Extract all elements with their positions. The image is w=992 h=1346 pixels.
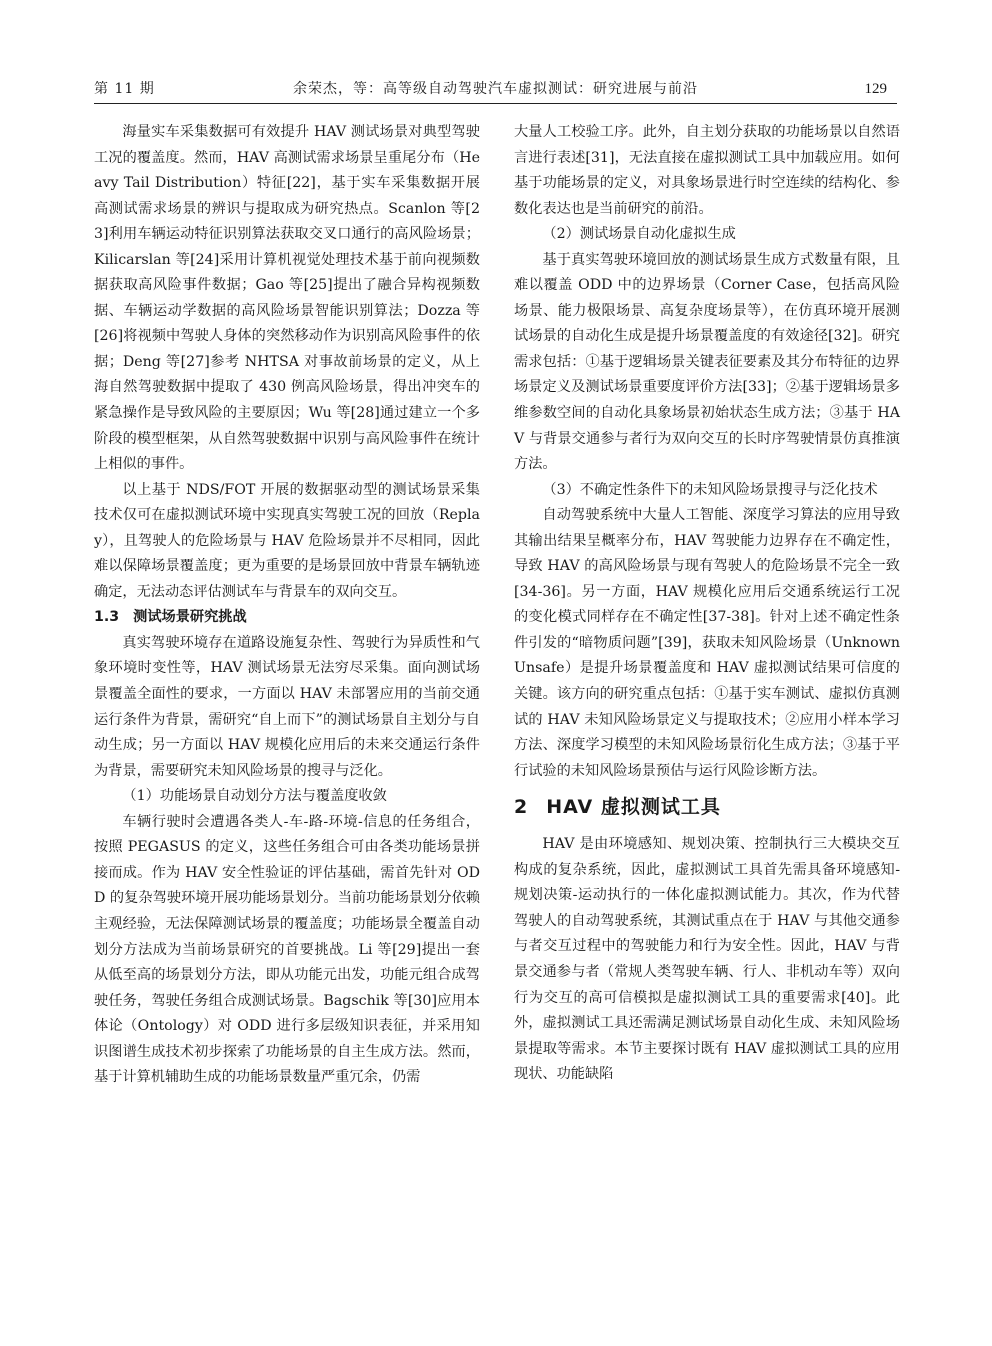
paragraph: 自动驾驶系统中大量人工智能、深度学习算法的应用导致其输出结果呈概率分布，HAV 驾驶能力边界存在不确定性，导致 HAV 的高风险场景与现有驾驶人的危险场景不完全一致[34-36]。另一方面，HAV 规模化应用后交通系统运行工况的变化模式同样存在不确定性[37-38]。针对上述不确定性条件引发的“暗物质问题”[39]，获取未知风险场景（Unknown Unsafe）是提升场景覆盖度和 HAV 虚拟测试结果可信度的关键。该方向的研究重点包括：①基于实车测试、虚拟仿真测试的 HAV 未知风险场景定义与提取技术；②应用小样本学习方法、深度学习模型的未知风险场景衍化生成方法；③基于平行试验的未知风险场景预估与运行风险诊断方法。 [514,507,900,779]
section-title: 测试场景研究挑战 [133,609,247,626]
section-heading-1-3 [94,605,480,631]
section-title: HAV 虚拟测试工具 [546,796,721,819]
section-number: 1.3 [94,609,120,626]
right-column [514,120,900,1290]
paragraph: HAV 是由环境感知、规划决策、控制执行三大模块交互构成的复杂系统，因此，虚拟测试工具首先需具备环境感知-规划决策-运动执行的一体化虚拟测试能力。其次，作为代替驾驶人的自动驾驶系统，其测试重点在于 HAV 与其他交通参与者交互过程中的驾驶能力和行为安全性。因此，HAV 与背景交通参与者（常规人类驾驶车辆、行人、非机动车等）双向行为交互的高可信模拟是虚拟测试工具的重要需求[40]。此外，虚拟测试工具还需满足测试场景自动化生成、未知风险场景提取等需求。本节主要探讨既有 HAV 虚拟测试工具的应用现状、功能缺陷 [514,836,900,1083]
header-rule [94,103,897,104]
paragraph: 车辆行驶时会遭遇各类人-车-路-环境-信息的任务组合，按照 PEGASUS 的定义，这些任务组合可由各类功能场景拼接而成。作为 HAV 安全性验证的评估基础，需首先针对 ODD 的复杂驾驶环境开展功能场景划分。当前功能场景划分依赖主观经验，无法保障测试场景的覆盖度；功能场景全覆盖自动划分方法成为当前场景研究的首要挑战。Li 等[29]提出一套从低至高的场景划分方法，即从功能元出发，功能元组合成驾驶任务，驾驶任务组合成测试场景。Bagschik 等[30]应用本体论（Ontology）对 ODD 进行多层级知识表征，并采用知识图谱生成技术初步探索了功能场景的自主生成方法。然而，基于计算机辅助生成的功能场景数量严重冗余，仍需 [94,813,480,1086]
subsection-heading: （3）不确定性条件下的未知风险场景搜寻与泛化技术 [542,481,878,498]
subsection-heading: （1）功能场景自动划分方法与覆盖度收敛 [122,788,387,805]
paragraph: 真实驾驶环境存在道路设施复杂性、驾驶行为异质性和气象环境时变性等，HAV 测试场景无法穷尽采集。面向测试场景覆盖全面性的要求，一方面以 HAV 未部署应用的当前交通运行条件为背景，需研究“自上而下”的测试场景自主划分与自动生成；另一方面以 HAV 规模化应用后的未来交通运行条件为背景，需要研究未知风险场景的搜寻与泛化。 [94,634,480,779]
running-title: 余荣杰，等：高等级自动驾驶汽车虚拟测试：研究进展与前沿 [293,81,698,97]
paragraph: 基于真实驾驶环境回放的测试场景生成方式数量有限，且难以覆盖 ODD 中的边界场景（Corner Case，包括高风险场景、能力极限场景、高复杂度场景等），在仿真环境开展测试场景的自动化生成是提升场景覆盖度的有效途径[32]。研究需求包括：①基于逻辑场景关键表征要素及其分布特征的边界场景定义及测试场景重要度评价方法[33]；②基于逻辑场景多维参数空间的自动化具象场景初始状态生成方法；③基于 HAV 与背景交通参与者行为双向交互的长时序驾驶情景仿真推演方法。 [514,251,900,473]
left-column [94,120,480,1290]
paragraph: 海量实车采集数据可有效提升 HAV 测试场景对典型驾驶工况的覆盖度。然而，HAV 高测试需求场景呈重尾分布（Heavy Tail Distribution）特征[22]，基于实车采集数据开展高测试需求场景的辨识与提取成为研究热点。Scanlon 等[23]利用车辆运动特征识别算法获取交叉口通行的高风险场景；Kilicarslan 等[24]采用计算机视觉处理技术基于前向视频数据获取高风险事件数据；Gao 等[25]提出了融合异构视频数据、车辆运动学数据的高风险场景智能识别算法；Dozza 等[26]将视频中驾驶人身体的突然移动作为识别高风险事件的依据；Deng 等[27]参考 NHTSA 对事故前场景的定义，从上海自然驾驶数据中提取了 430 例高风险场景，得出冲突车的紧急操作是导致风险的主要原因；Wu 等[28]通过建立一个多阶段的模型框架，从自然驾驶数据中识别与高风险事件在统计上相似的事件。 [94,124,480,473]
paragraph-continued: 大量人工校验工序。此外，自主划分获取的功能场景以自然语言进行表述[31]，无法直接在虚拟测试工具中加载应用。如何基于功能场景的定义，对具象场景进行时空连续的结构化、参数化表达也是当前研究的前沿。 [514,124,900,217]
paragraph: 以上基于 NDS/FOT 开展的数据驱动型的测试场景采集技术仅可在虚拟测试环境中实现真实驾驶工况的回放（Replay），且驾驶人的危险场景与 HAV 危险场景并不尽相同，因此难以保障场景覆盖度；更为重要的是场景回放中背景车辆轨迹确定，无法动态评估测试车与背景车的双向交互。 [94,481,480,600]
page-number: 129 [864,81,887,97]
issue-label: 第 11 期 [94,81,155,97]
running-header [94,78,897,100]
section-heading-2 [514,792,900,822]
section-number: 2 [514,796,529,819]
subsection-heading: （2）测试场景自动化虚拟生成 [542,226,736,243]
